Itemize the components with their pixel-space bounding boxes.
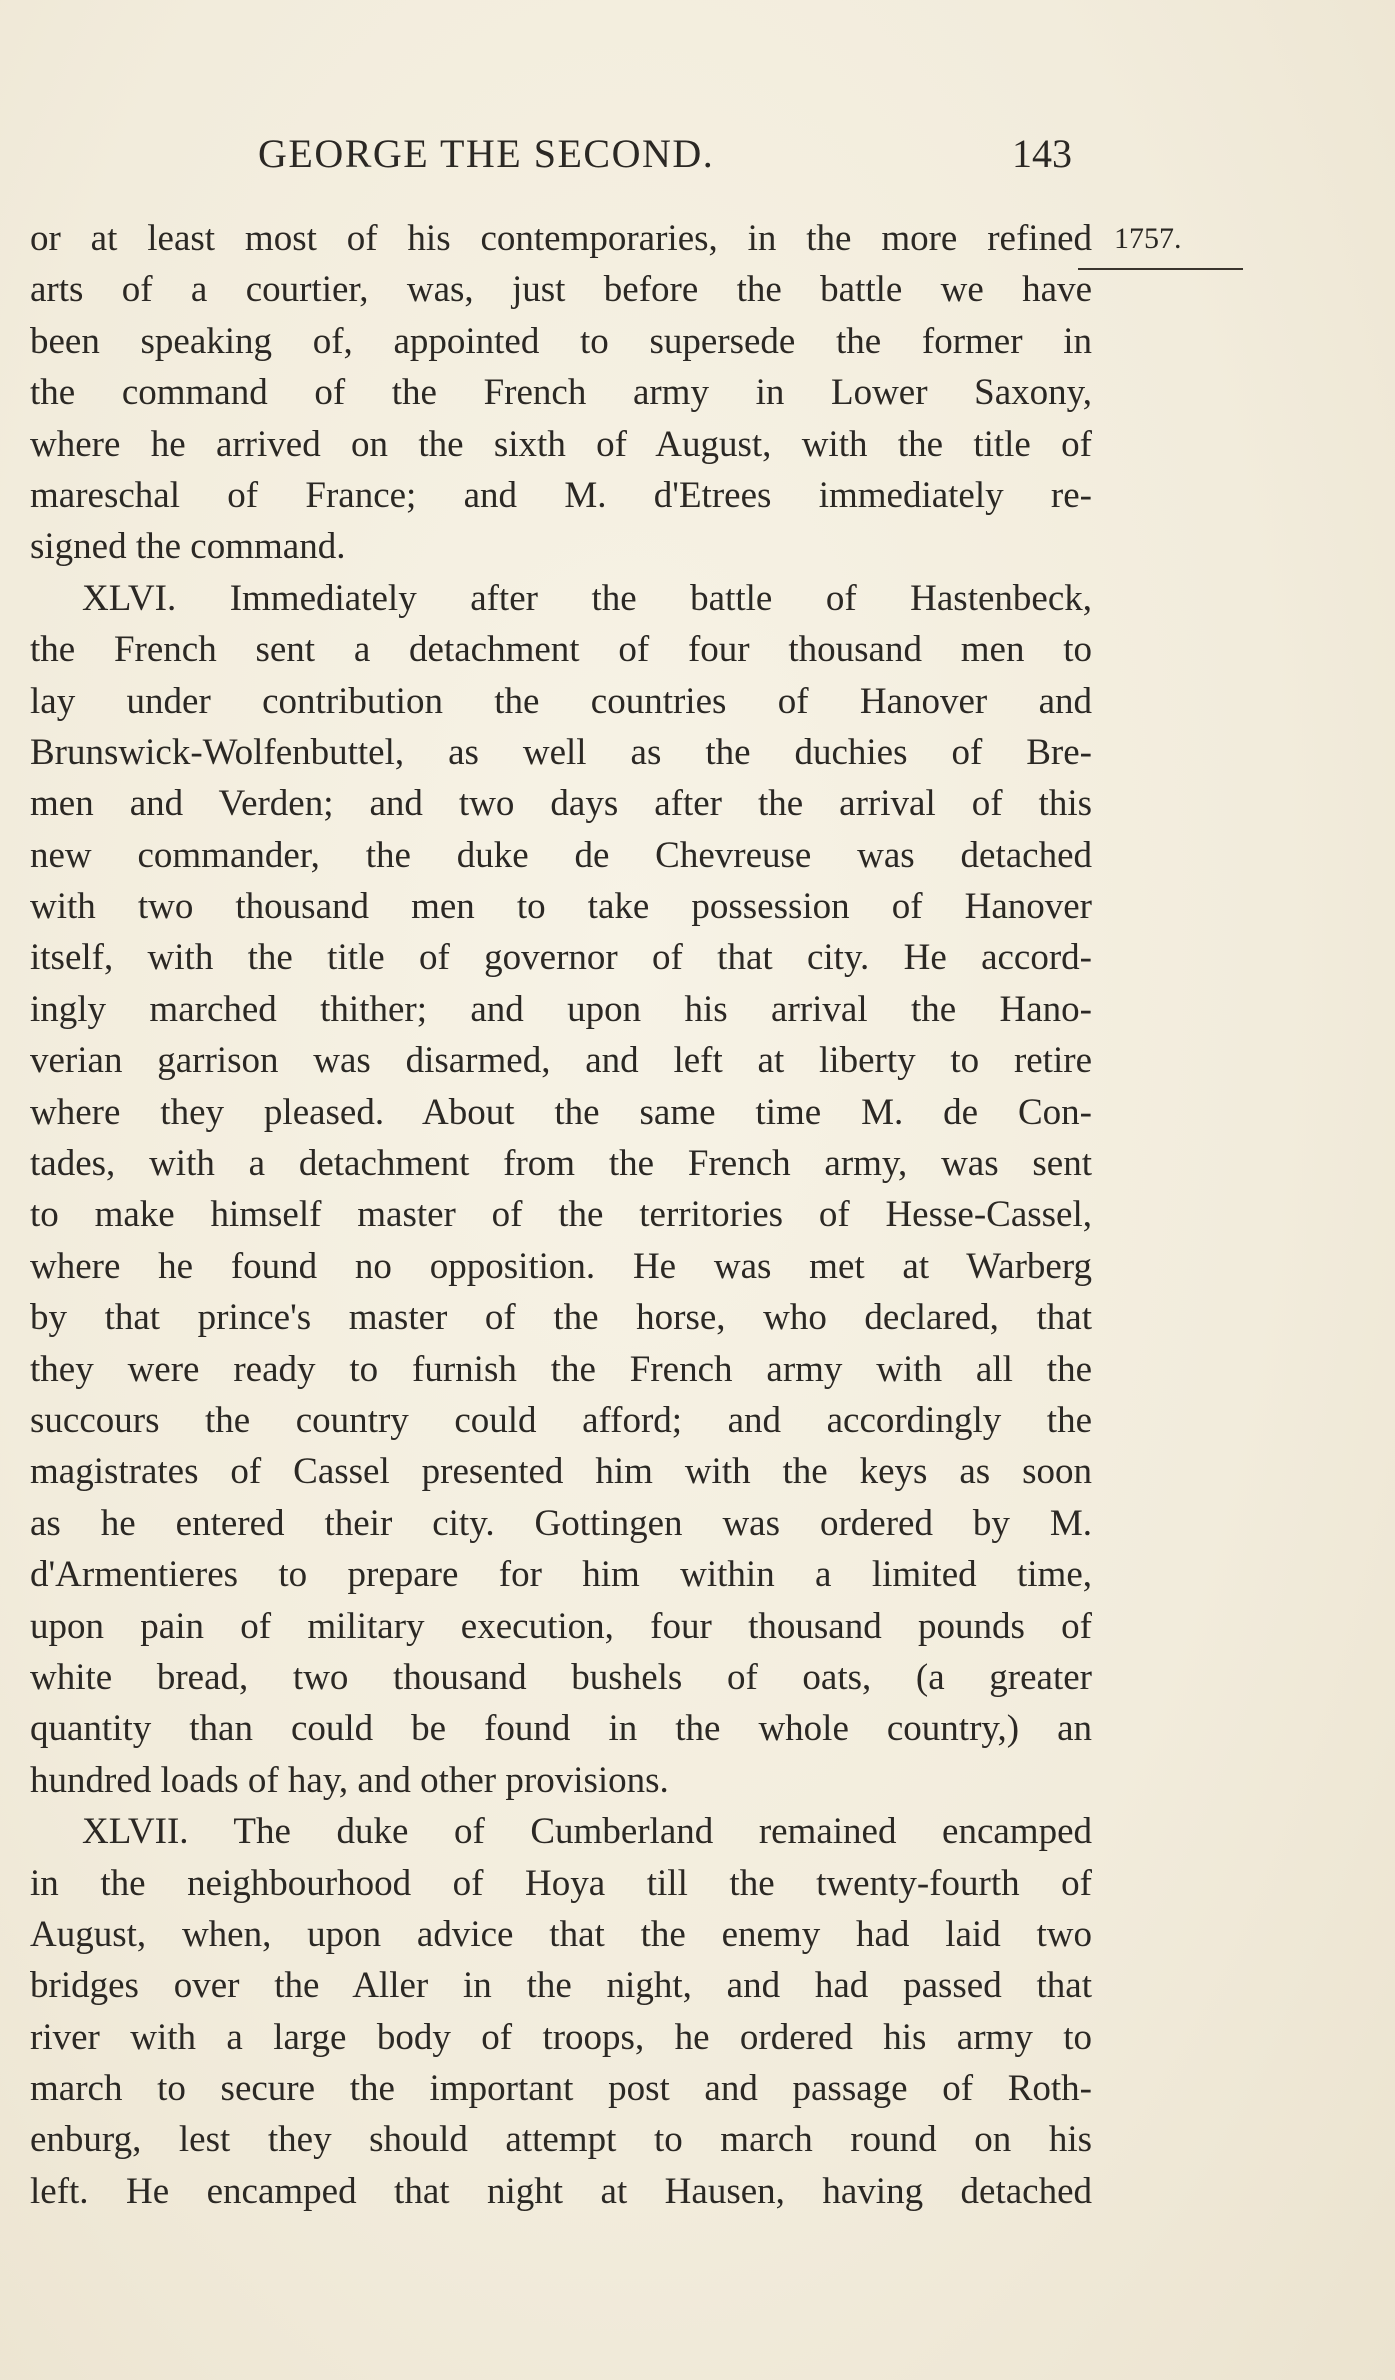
running-head: GEORGE THE SECOND. (258, 131, 715, 176)
text-line: or at least most of his contemporaries, in the more refined (30, 218, 1092, 259)
text-line: the French sent a detachment of four thousand men to (30, 629, 1092, 671)
text-line: white bread, two thousand bushels of oats, (a greater (30, 1656, 1092, 1698)
text-line: mareschal of France; and M. d'Etrees immediately re- (30, 474, 1092, 516)
text-line: itself, with the title of governor of that city. He accord- (30, 937, 1092, 979)
text-line: where he found no opposition. He was met at Warberg (30, 1245, 1092, 1287)
text-line: August, when, upon advice that the enemy had laid two (30, 1913, 1092, 1955)
text-line: new commander, the duke de Chevreuse was detached (30, 834, 1092, 876)
margin-year-note: 1757. (1114, 222, 1182, 255)
text-line: left. He encamped that night at Hausen, having detached (30, 2170, 1092, 2212)
text-line: upon pain of military execution, four thousand pounds of (30, 1605, 1092, 1647)
text-line: verian garrison was disarmed, and left at liberty to retire (30, 1040, 1092, 1082)
text-line: the command of the French army in Lower Saxony, (30, 372, 1092, 414)
text-line: march to secure the important post and passage of Roth- (30, 2068, 1092, 2110)
text-line: ingly marched thither; and upon his arrival the Hano- (30, 988, 1092, 1030)
text-line: by that prince's master of the horse, who declared, that (30, 1297, 1092, 1339)
text-line: where they pleased. About the same time M. de Con- (30, 1091, 1092, 1133)
text-line: tades, with a detachment from the French army, was sent (30, 1143, 1092, 1185)
text-line: magistrates of Cassel presented him with the keys as soon (30, 1451, 1092, 1493)
text-line: as he entered their city. Gottingen was ordered by M. (30, 1502, 1092, 1544)
text-line: enburg, lest they should attempt to march round on his (30, 2119, 1092, 2161)
text-line: where he arrived on the sixth of August, with the title of (30, 423, 1092, 465)
margin-rule (1078, 268, 1243, 270)
text-line: Brunswick-Wolfenbuttel, as well as the duchies of Bre- (30, 731, 1092, 773)
text-line: quantity than could be found in the whole country,) an (30, 1708, 1092, 1750)
text-line: to make himself master of the territories of Hesse-Cassel, (30, 1194, 1092, 1236)
text-line: in the neighbourhood of Hoya till the twenty-fourth of (30, 1862, 1092, 1904)
page-header (258, 128, 1072, 180)
text-line: men and Verden; and two days after the arrival of this (30, 783, 1092, 825)
text-line: signed the command. (30, 526, 346, 568)
text-line: succours the country could afford; and accordingly the (30, 1399, 1092, 1441)
text-line: with two thousand men to take possession of Hanover (30, 886, 1092, 928)
text-line: river with a large body of troops, he ordered his army to (30, 2016, 1092, 2058)
text-line: lay under contribution the countries of Hanover and (30, 680, 1092, 722)
text-line: arts of a courtier, was, just before the battle we have (30, 269, 1092, 311)
text-line: XLVI. Immediately after the battle of Hastenbeck, (82, 577, 1092, 619)
text-line: been speaking of, appointed to supersede the former in (30, 320, 1092, 362)
text-line: d'Armentieres to prepare for him within a limited time, (30, 1554, 1092, 1596)
page-number: 143 (1012, 131, 1072, 176)
body-text (30, 213, 1092, 2217)
text-line: they were ready to furnish the French army with all the (30, 1348, 1092, 1390)
text-line: bridges over the Aller in the night, and had passed that (30, 1965, 1092, 2007)
text-line: hundred loads of hay, and other provisions. (30, 1759, 669, 1801)
text-line: XLVII. The duke of Cumberland remained encamped (82, 1811, 1092, 1853)
